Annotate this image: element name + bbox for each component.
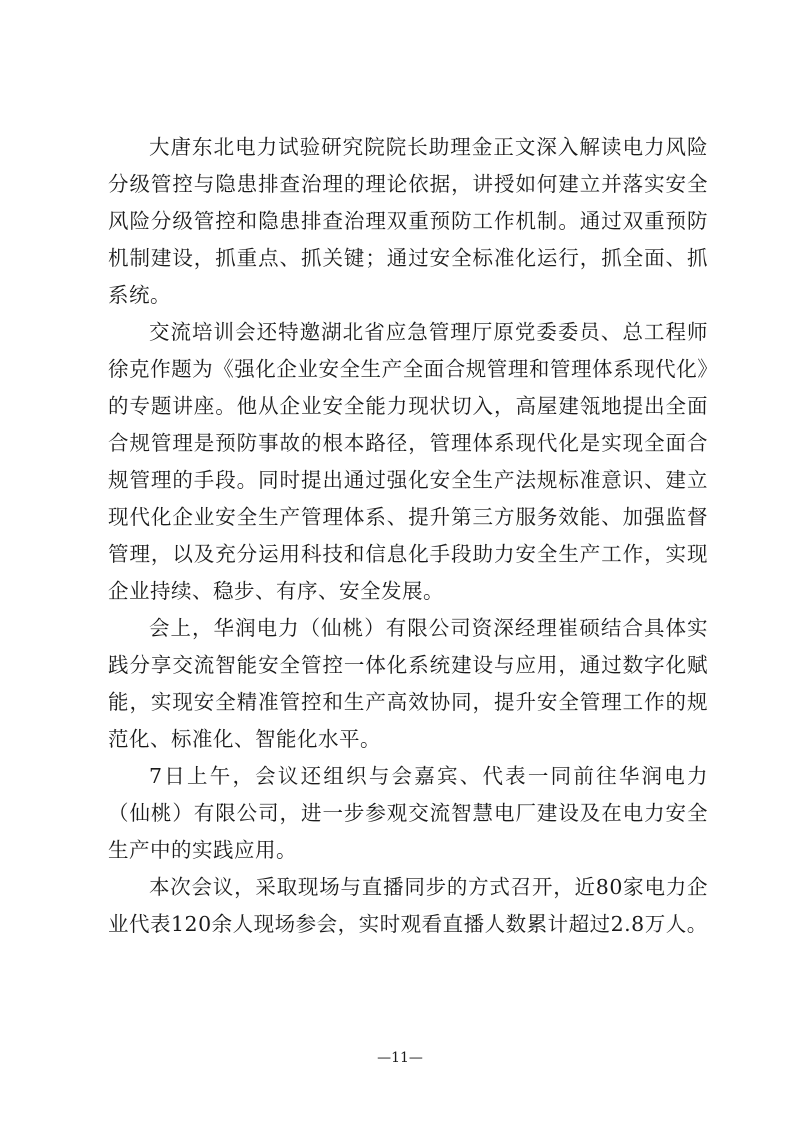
paragraph-attendance: 本次会议，采取现场与直播同步的方式召开，近80家电力企业代表120余人现场参会，实时观看直播人数累计超过2.8万人。 — [108, 875, 708, 936]
paragraph-lecture-xu: 交流培训会还特邀湖北省应急管理厅原党委委员、总工程师徐克作题为《强化企业安全生产全面合规管理和管理体系现代化》的专题讲座。他从企业安全能力现状切入，高屋建瓴地提出全面合规管理是预防事故的根本路径，管理体系现代化是实现全面合规管理的手段。同时提出通过强化安全生产法规标准意识、建立现代化企业安全生产管理体系、提升第三方服务效能、加强监督管理，以及充分运用科技和信息化手段助力安全生产工作，实现企业持续、稳步、有序、安全发展。 — [108, 320, 708, 603]
paragraph-sharing-cui: 会上，华润电力（仙桃）有限公司资深经理崔硕结合具体实践分享交流智能安全管控一体化系统建设与应用，通过数字化赋能，实现安全精准管控和生产高效协同，提升安全管理工作的规范化、标准化、智能化水平。 — [108, 616, 708, 751]
page-number: —11— — [377, 1050, 423, 1066]
document-body — [108, 129, 708, 943]
paragraph-lecture-jin: 大唐东北电力试验研究院院长助理金正文深入解读电力风险分级管控与隐患排查治理的理论依据，讲授如何建立并落实安全风险分级管控和隐患排查治理双重预防工作机制。通过双重预防机制建设，抓重点、抓关键；通过安全标准化运行，抓全面、抓系统。 — [108, 135, 708, 307]
paragraph-site-visit: 7日上午，会议还组织与会嘉宾、代表一同前往华润电力（仙桃）有限公司，进一步参观交流智慧电厂建设及在电力安全生产中的实践应用。 — [108, 764, 708, 862]
